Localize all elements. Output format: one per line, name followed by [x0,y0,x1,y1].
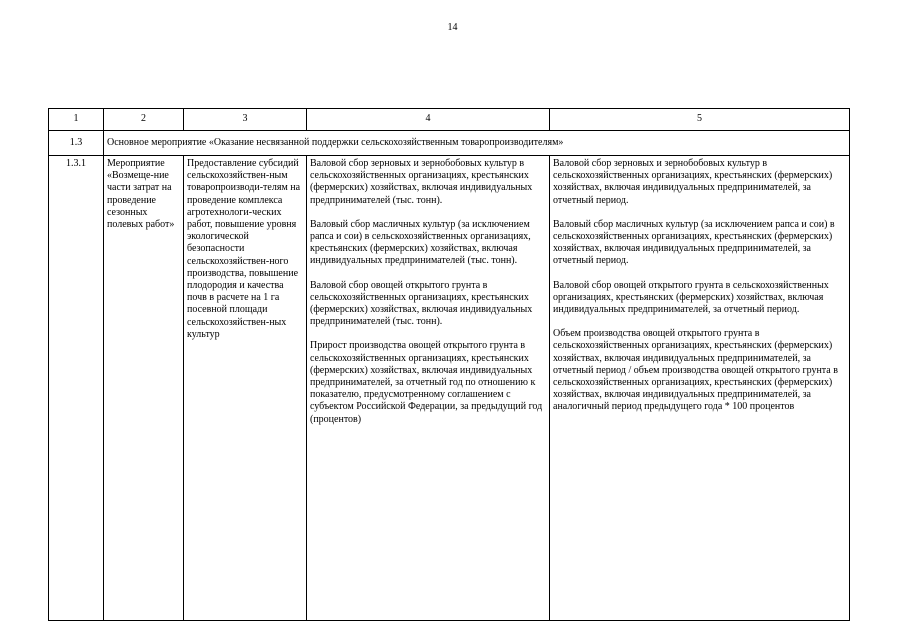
methodology-4: Объем производства овощей открытого грунта в сельскохозяйственных организациях, крестьянских (фермерских) хозяйствах, включая индивидуальных предпринимателей, за отчетный период / объем производства овощей открытого грунта в сельскохозяйственных организациях, крестьянских (фермерских) хозяйствах, включая индивидуальных предпринимателей, за аналогичный период предыдущего года * 100 процентов [553,328,838,413]
row-number: 1.3.1 [49,156,104,621]
section-row [49,131,850,156]
page-number: 14 [447,22,458,33]
indicators-cell [307,156,550,621]
measures-table [48,108,850,621]
table-row [49,156,850,621]
methodology-2: Валовый сбор масличных культур (за исключением рапса и сои) в сельскохозяйственных организациях, крестьянских (фермерских) хозяйствах, включая индивидуальных предпринимателей, за отчетный период. [553,218,835,267]
methodology-3: Валовой сбор овощей открытого грунта в сельскохозяйственных организациях, крестьянских (фермерских) хозяйствах, включая индивидуальных предпринимателей, за отчетный период. [553,279,829,316]
measure-name [104,156,184,621]
indicator-1: Валовой сбор зерновых и зернобобовых культур в сельскохозяйственных организациях, крестьянских (фермерских) хозяйствах, включая индивидуальных предпринимателей (тыс. тонн). [310,158,533,206]
header-cell-1: 1 [49,109,104,131]
header-cell-2: 2 [104,109,184,131]
measure-name-text: Мероприятие «Возмеще-ние части затрат на проведение сезонных полевых работ» [107,158,175,231]
section-title: Основное мероприятие «Оказание несвязанной поддержки сельскохозяйственным товаропроизводителям» [104,131,850,156]
methodology-1: Валовой сбор зерновых и зернобобовых культур в сельскохозяйственных организациях, крестьянских (фермерских) хозяйствах, включая индивидуальных предпринимателей, за отчетный период. [553,158,833,206]
table-header-row [49,109,850,131]
section-number: 1.3 [49,131,104,156]
indicator-4: Прирост производства овощей открытого грунта в сельскохозяйственных организациях, крестьянских (фермерских) хозяйствах, включая индивидуальных предпринимателей, за отчетный год по отношению к показателю, предусмотренному соглашением с субъектом Российской Федерации, за предыдущий год (процентов) [310,340,543,425]
measure-description [184,156,307,621]
indicator-3: Валовой сбор овощей открытого грунта в сельскохозяйственных организациях, крестьянских (фермерских) хозяйствах, включая индивидуальных предпринимателей (тыс. тонн). [310,279,533,328]
header-cell-4: 4 [307,109,550,131]
measure-description-text: Предоставление субсидий сельскохозяйствен-ным товаропроизводи-телям на проведение комплекса агротехнологи-ческих работ, повышение уровня экологической безопасности сельскохозяйствен-ного производства, повышение плодородия и качества почв в расчете на 1 га посевной площади сельскохозяйствен-ных культур [187,158,301,340]
indicator-2: Валовый сбор масличных культур (за исключением рапса и сои) в сельскохозяйственных организациях, крестьянских (фермерских) хозяйствах, включая индивидуальных предпринимателей (тыс. тонн). [310,218,531,267]
header-cell-3: 3 [184,109,307,131]
methodology-cell [550,156,850,621]
header-cell-5: 5 [550,109,850,131]
